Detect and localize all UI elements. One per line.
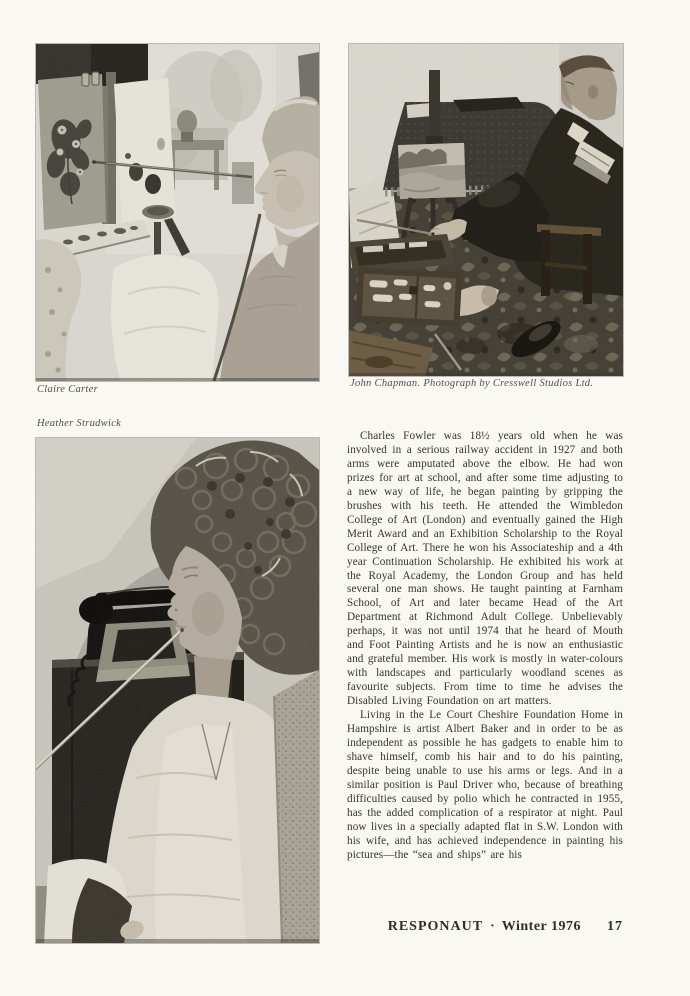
caption-claire-carter: Claire Carter bbox=[37, 384, 98, 395]
footer-separator: · bbox=[490, 919, 495, 934]
caption-heather-strudwick: Heather Strudwick bbox=[37, 418, 122, 429]
issue-label: Winter 1976 bbox=[501, 919, 581, 934]
photo-heather-strudwick-image bbox=[36, 438, 319, 943]
page-footer bbox=[347, 919, 623, 935]
caption-john-chapman: John Chapman. Photograph by Cresswell Studios Ltd. bbox=[350, 378, 594, 389]
photo-claire-carter bbox=[35, 43, 320, 382]
article-column bbox=[347, 430, 623, 863]
paragraph-albert-baker-paul-driver: Living in the Le Court Cheshire Foundation Home in Hampshire is artist Albert Baker and in order to be as independent as possible he has gadgets to enable him to shave himself, comb his hair and to do his painting, despite being unable to use his arms or legs. And in a similar position is Paul Driver who, because of breathing difficulties caused by polio which he contracted in 1955, has the added complication of a respirator at night. Paul now lives in a specially adapted flat in S.W. London with his wife, and has achieved independence in painting his pictures—the “sea and ships” are his bbox=[347, 709, 623, 861]
photo-john-chapman-image bbox=[349, 44, 623, 376]
journal-title: RESPONAUT bbox=[387, 919, 484, 934]
photo-john-chapman bbox=[348, 43, 624, 377]
photo-claire-carter-image bbox=[36, 44, 319, 381]
paragraph-charles-fowler: Charles Fowler was 18½ years old when he was involved in a serious railway accident in 1927 and both arms were amputated above the elbow. He had won prizes for art at school, and after some time adjusting to a new way of life, he began painting by gripping the brushes with his teeth. He attended the Wimbledon College of Art (London) and eventually gained the High Merit Award and an Exhibition Scholarship to the Royal College of Art. There he won his Associateship and a 4th year Continuation Scholarship. He exhibited his work at the Royal Academy, the London Group and has held several one man shows. He taught painting at Farnham School, of Art and later became Head of the Art Department at Richmond Adult College. Unbelievably perhaps, it was not until 1974 that he heard of Mouth and Foot Painting Artists and he is now an enthusiastic and grateful member. His work is mostly in water-colours with landscapes and particularly woodland scenes as favourite subjects. From time to time he advises the Disabled Living Foundation on art matters. bbox=[347, 430, 623, 708]
page-number: 17 bbox=[607, 919, 623, 934]
photo-heather-strudwick bbox=[35, 437, 320, 944]
